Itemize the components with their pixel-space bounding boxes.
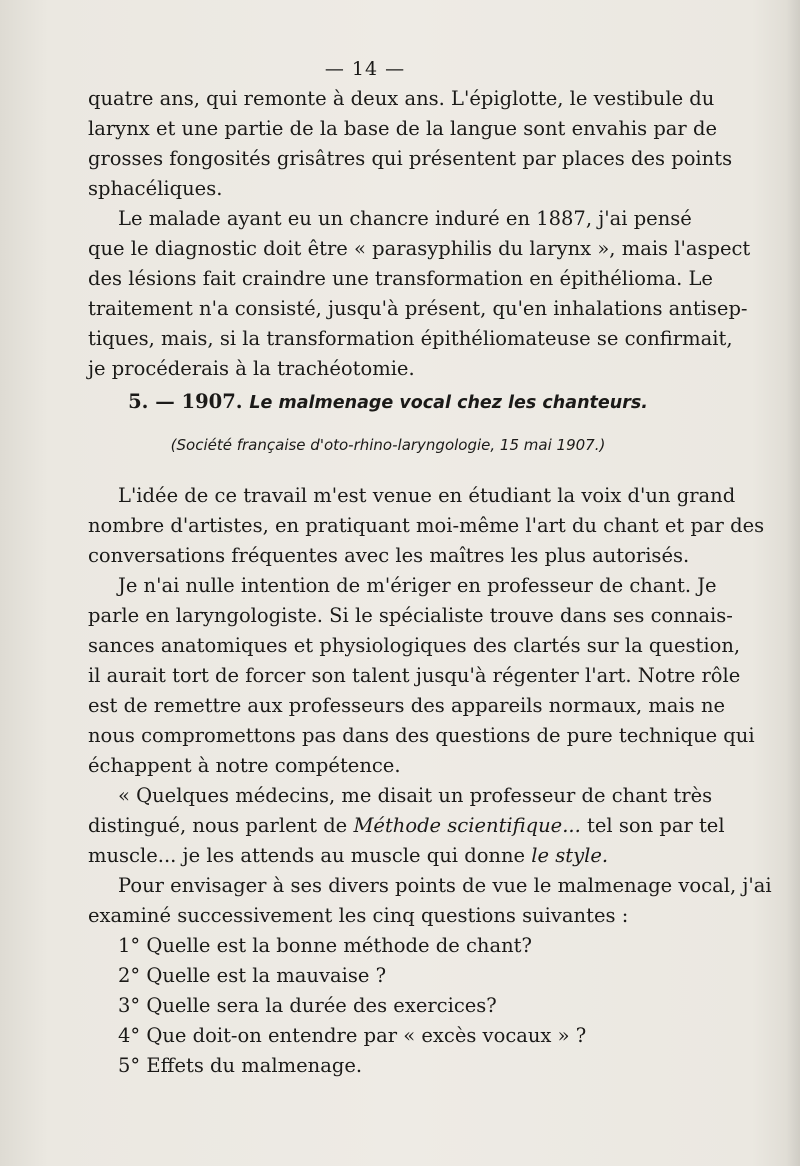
text-line: examiné successivement les cinq questions suivantes : xyxy=(88,904,629,927)
text-block-lower xyxy=(88,481,772,1081)
text-segment: muscle... je les attends au muscle qui donne xyxy=(88,844,526,867)
text-line xyxy=(88,811,725,841)
text-line: sphacéliques. xyxy=(88,177,223,200)
text-line: échappent à notre compétence. xyxy=(88,754,401,777)
section-title: Le malmenage vocal chez les chanteurs. xyxy=(249,393,648,413)
text-line: quatre ans, qui remonte à deux ans. L'épiglotte, le vestibule du xyxy=(88,87,715,110)
text-line: larynx et une partie de la base de la langue sont envahis par de xyxy=(88,117,717,140)
text-line: il aurait tort de forcer son talent jusqu'à régenter l'art. Notre rôle xyxy=(88,664,741,687)
list-item: 2° Quelle est la mauvaise ? xyxy=(118,964,387,987)
text-line: L'idée de ce travail m'est venue en étudiant la voix d'un grand xyxy=(118,484,736,507)
text-line: Je n'ai nulle intention de m'ériger en professeur de chant. Je xyxy=(118,574,717,597)
italic-phrase: Méthode scientifique... xyxy=(353,814,581,837)
section-heading xyxy=(0,390,776,413)
text-line: Pour envisager à ses divers points de vue le malmenage vocal, j'ai xyxy=(118,874,772,897)
text-line: des lésions fait craindre une transformation en épithélioma. Le xyxy=(88,267,713,290)
list-item: 5° Effets du malmenage. xyxy=(118,1054,363,1077)
text-line: tiques, mais, si la transformation épithéliomateuse se confirmait, xyxy=(88,327,733,350)
text-line: grosses fongosités grisâtres qui présentent par places des points xyxy=(88,147,733,170)
section-citation: (Société française d'oto-rhino-laryngologie, 15 mai 1907.) xyxy=(170,436,606,454)
text-line: est de remettre aux professeurs des appareils normaux, mais ne xyxy=(88,694,726,717)
text-line: Le malade ayant eu un chancre induré en 1887, j'ai pensé xyxy=(118,207,692,230)
text-line: nombre d'artistes, en pratiquant moi-même l'art du chant et par des xyxy=(88,514,765,537)
text-line xyxy=(88,841,672,871)
list-item: 4° Que doit-on entendre par « excès vocaux » ? xyxy=(118,1024,587,1047)
text-block-upper xyxy=(88,84,751,384)
list-item: 3° Quelle sera la durée des exercices? xyxy=(118,994,497,1017)
questions-list xyxy=(88,931,672,1081)
page-number: — 14 — xyxy=(324,58,406,80)
text-line: traitement n'a consisté, jusqu'à présent, qu'en inhalations antisep- xyxy=(88,297,748,320)
text-line: parle en laryngologiste. Si le spécialiste trouve dans ses connais- xyxy=(88,604,733,627)
text-line: que le diagnostic doit être « parasyphilis du larynx », mais l'aspect xyxy=(88,237,751,260)
text-line: « Quelques médecins, me disait un professeur de chant très xyxy=(118,784,713,807)
text-line: conversations fréquentes avec les maîtres les plus autorisés. xyxy=(88,544,690,567)
list-item: 1° Quelle est la bonne méthode de chant? xyxy=(118,934,532,957)
text-line: nous compromettons pas dans des questions de pure technique qui xyxy=(88,724,755,747)
text-segment: distingué, nous parlent de xyxy=(88,814,348,837)
text-line: je procéderais à la trachéotomie. xyxy=(88,357,415,380)
page-edge-shadow xyxy=(786,0,800,1166)
italic-phrase: le style. xyxy=(531,844,609,867)
section-number: 5. — 1907. xyxy=(128,390,243,413)
text-line: sances anatomiques et physiologiques des clartés sur la question, xyxy=(88,634,741,657)
text-segment: tel son par tel xyxy=(587,814,725,837)
